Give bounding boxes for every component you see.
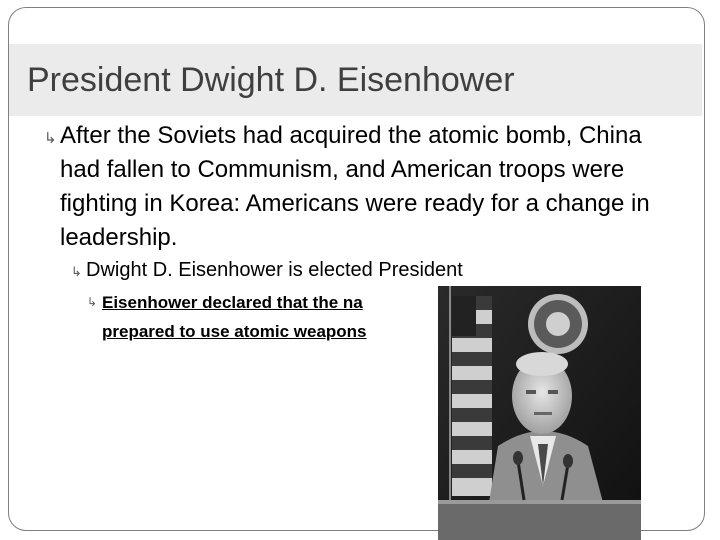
curved-arrow-bullet-icon: ↳ — [87, 295, 98, 309]
eisenhower-press-photo — [438, 286, 641, 540]
bullet-text-line-1: Eisenhower declared that the na — [102, 293, 363, 312]
photo-drawing — [438, 286, 641, 540]
bullet-level-1 — [44, 119, 680, 255]
slide-title: President Dwight D. Eisenhower — [27, 61, 515, 99]
bullet-level-2 — [71, 256, 646, 284]
curved-arrow-bullet-icon: ↳ — [44, 130, 57, 147]
bullet-text: After the Soviets had acquired the atomic bomb, China had fallen to Communism, and American troops were fighting in Korea: Americans were ready for a change in leadership. — [60, 122, 650, 251]
bullet-text: Dwight D. Eisenhower is elected President — [86, 259, 463, 281]
bullet-text-line-2: prepared to use atomic weapons — [102, 322, 367, 341]
curved-arrow-bullet-icon: ↳ — [71, 264, 82, 279]
